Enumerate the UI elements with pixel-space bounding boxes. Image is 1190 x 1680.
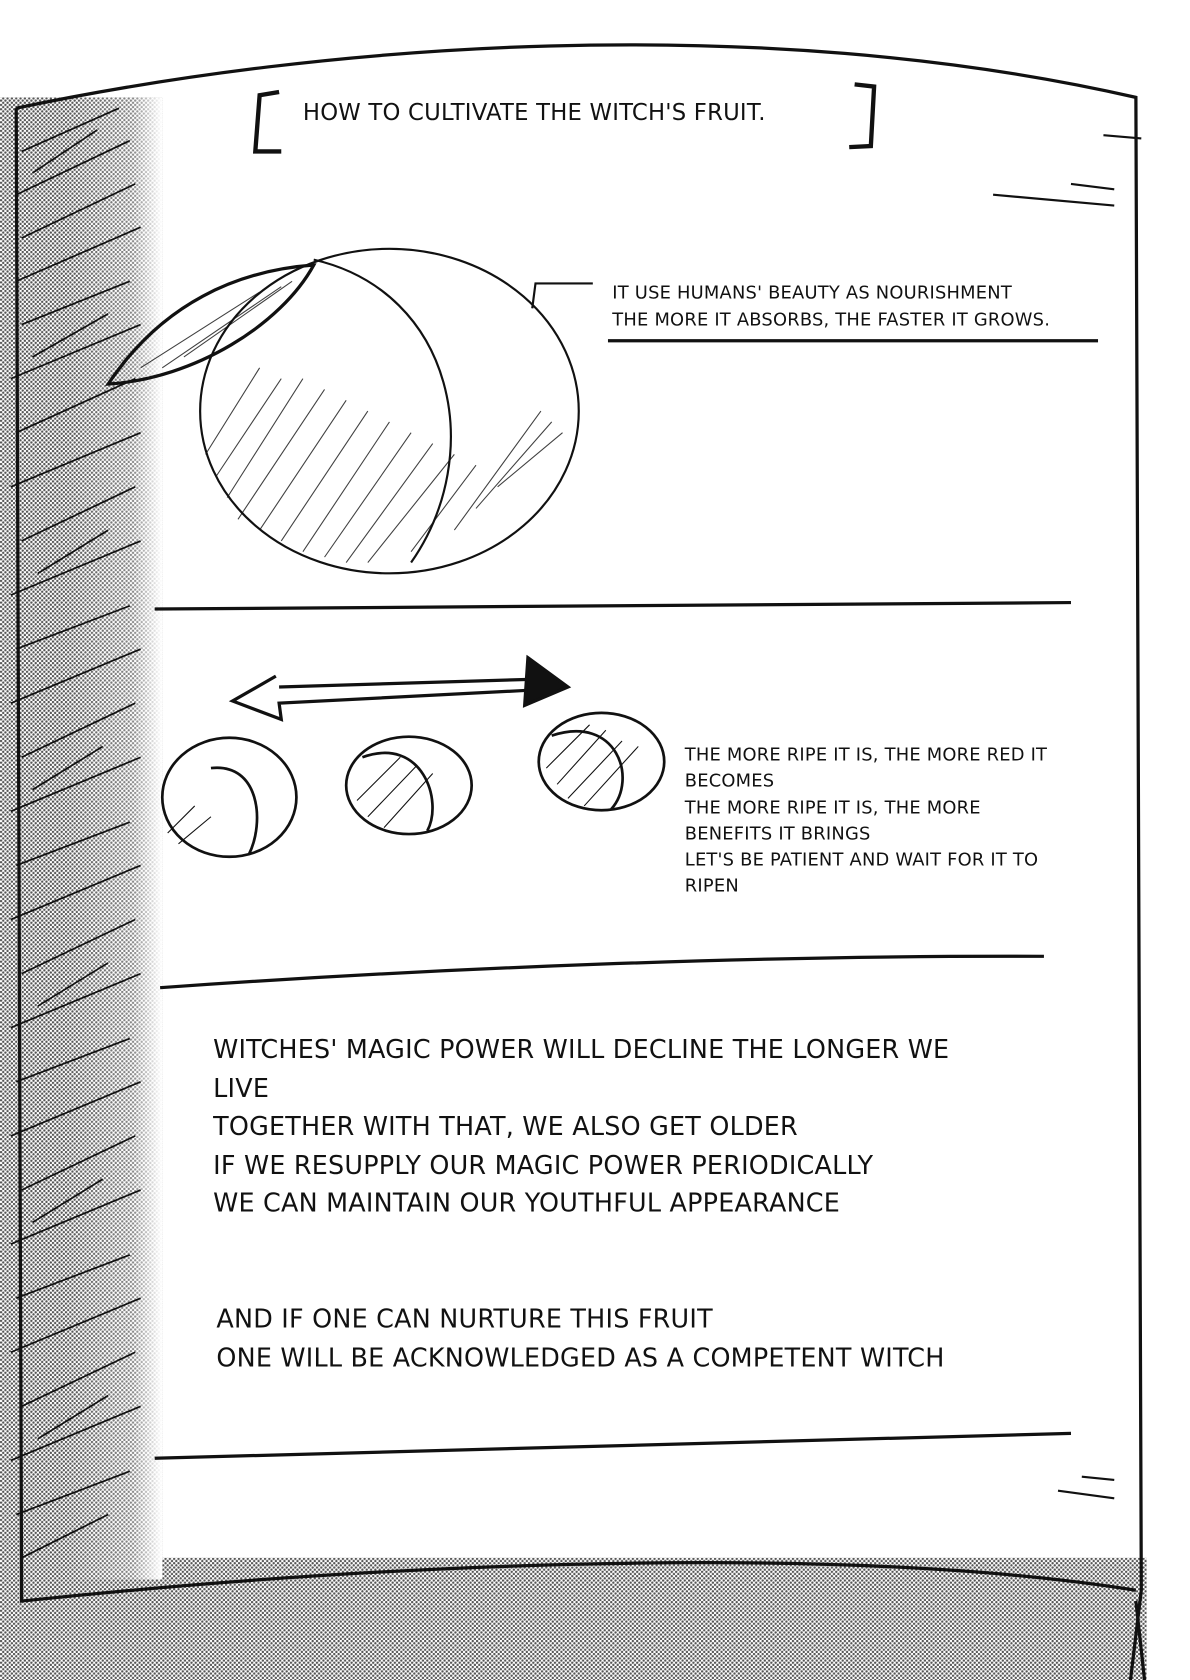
caption-ripeness (685, 742, 1047, 900)
book-bottom-screentone (0, 1558, 1147, 1680)
caption-line: LET'S BE PATIENT AND WAIT FOR IT TO (684, 849, 1039, 870)
left-page-shading (0, 97, 162, 1579)
ripeness-arrow (233, 658, 568, 720)
caption-line: IT USE HUMANS' BEAUTY AS NOURISHMENT (612, 282, 1012, 303)
body-line: AND IF ONE CAN NURTURE THIS FRUIT (216, 1303, 713, 1334)
body-text-magic (213, 1031, 949, 1223)
caption-line: THE MORE RIPE IT IS, THE MORE (684, 796, 981, 818)
body-line: TOGETHER WITH THAT, WE ALSO GET OLDER (213, 1111, 798, 1142)
divider (155, 1433, 1071, 1458)
body-line: WE CAN MAINTAIN OUR YOUTHFUL APPEARANCE (213, 1187, 841, 1219)
caption-line: BENEFITS IT BRINGS (684, 823, 871, 844)
divider (155, 603, 1071, 609)
caption-line: RIPEN (684, 875, 739, 897)
callout-line (532, 283, 593, 308)
caption-line: THE MORE RIPE IT IS, THE MORE RED IT (684, 744, 1048, 765)
caption-line: BECOMES (684, 770, 775, 792)
caption-nourishment (612, 279, 1050, 333)
body-line: WITCHES' MAGIC POWER WILL DECLINE THE LONGER WE (213, 1034, 950, 1065)
body-line: IF WE RESUPPLY OUR MAGIC POWER PERIODICALLY (213, 1149, 874, 1180)
caption-line: THE MORE IT ABSORBS, THE FASTER IT GROWS. (612, 309, 1051, 330)
body-line: LIVE (213, 1072, 270, 1103)
divider (160, 956, 1044, 987)
title-bracket-left (255, 92, 281, 151)
large-fruit-drawing (108, 249, 579, 574)
title-bracket-right (849, 84, 874, 147)
ripeness-fruits (162, 713, 664, 857)
body-line: ONE WILL BE ACKNOWLEDGED AS A COMPETENT WITCH (216, 1341, 945, 1373)
page-title: HOW TO CULTIVATE THE WITCH'S FRUIT. (302, 99, 766, 126)
body-text-nurture (216, 1300, 944, 1377)
